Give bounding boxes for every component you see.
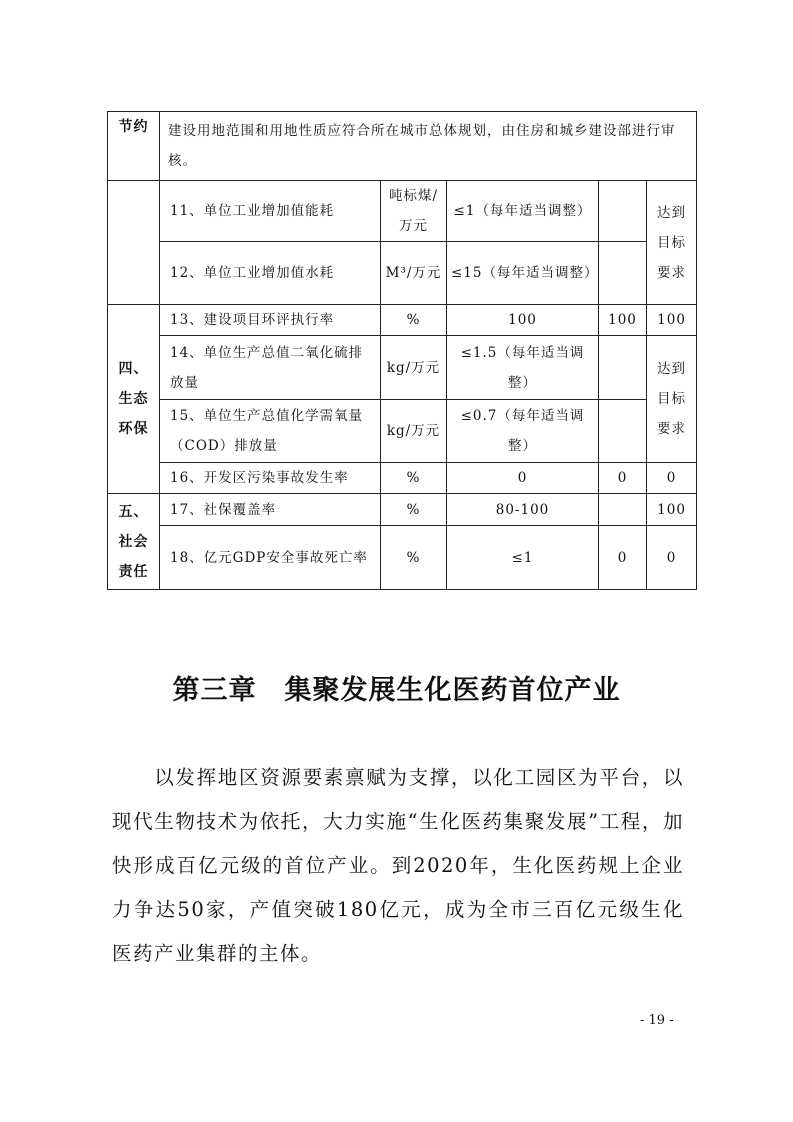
value-cell: 100: [599, 305, 647, 336]
target-cell: ≤1: [447, 526, 599, 590]
final-cell: 100: [647, 494, 697, 526]
target-cell: ≤0.7（每年适当调整）: [447, 400, 599, 463]
target-cell: ≤1（每年适当调整）: [447, 181, 599, 242]
value-cell: [599, 400, 647, 463]
body-paragraph: [112, 756, 684, 976]
unit-cell: %: [381, 305, 447, 336]
final-cell: 0: [647, 463, 697, 494]
indicator-cell: 14、单位生产总值二氧化硫排放量: [160, 336, 381, 400]
table-row: [108, 526, 697, 590]
unit-cell: %: [381, 463, 447, 494]
table-row: [108, 336, 697, 400]
target-cell: ≤1.5（每年适当调整）: [447, 336, 599, 400]
value-cell: 0: [599, 526, 647, 590]
value-cell: 0: [599, 463, 647, 494]
final-cell: 0: [647, 526, 697, 590]
target-cell: ≤15（每年适当调整）: [447, 242, 599, 305]
section-cell-social: 五、社会责任: [108, 494, 160, 590]
section-cell-saving: 节约: [108, 112, 160, 181]
value-cell: [599, 242, 647, 305]
unit-cell: kg/万元: [381, 336, 447, 400]
paragraph-text: 以发挥地区资源要素禀赋为支撑，以化工园区为平台，以现代生物技术为依托，大力实施“生化医药集聚发展”工程，加快形成百亿元级的首位产业。到2020年，生化医药规上企业力争达50家，产值突破180亿元，成为全市三百亿元级生化医药产业集群的主体。: [112, 766, 684, 965]
value-cell: [599, 494, 647, 526]
indicator-cell: 17、社保覆盖率: [160, 494, 381, 526]
table-row: [108, 112, 697, 181]
section-cell-saving-cont: [108, 181, 160, 242]
indicator-cell: 13、建设项目环评执行率: [160, 305, 381, 336]
table-row: [108, 494, 697, 526]
unit-cell: %: [381, 526, 447, 590]
final-cell: 100: [647, 305, 697, 336]
target-cell: 80-100: [447, 494, 599, 526]
indicator-table: [107, 111, 697, 590]
indicator-cell: 15、单位生产总值化学需氧量（COD）排放量: [160, 400, 381, 463]
indicator-cell: 16、开发区污染事故发生率: [160, 463, 381, 494]
value-cell: [599, 336, 647, 400]
table-row: [108, 181, 697, 242]
unit-cell: 吨标煤/万元: [381, 181, 447, 242]
final-cell-merged: 达到目标要求: [647, 336, 697, 463]
land-use-note: 建设用地范围和用地性质应符合所在城市总体规划，由住房和城乡建设部进行审核。: [160, 112, 697, 181]
table-row: [108, 242, 697, 305]
table-row: [108, 400, 697, 463]
final-cell-merged: 达到目标要求: [647, 181, 697, 305]
value-cell: [599, 181, 647, 242]
page-number: - 19 -: [640, 1013, 674, 1028]
target-cell: 0: [447, 463, 599, 494]
indicator-cell: 11、单位工业增加值能耗: [160, 181, 381, 242]
unit-cell: %: [381, 494, 447, 526]
unit-cell: M³/万元: [381, 242, 447, 305]
section-cell-ecology: 四、生态环保: [108, 305, 160, 494]
section-cell-saving-end: [108, 242, 160, 305]
indicator-cell: 12、单位工业增加值水耗: [160, 242, 381, 305]
unit-cell: kg/万元: [381, 400, 447, 463]
target-cell: 100: [447, 305, 599, 336]
table-row: [108, 305, 697, 336]
table-row: [108, 463, 697, 494]
chapter-title: 第三章 集聚发展生化医药首位产业: [172, 675, 621, 706]
indicator-cell: 18、亿元GDP安全事故死亡率: [160, 526, 381, 590]
